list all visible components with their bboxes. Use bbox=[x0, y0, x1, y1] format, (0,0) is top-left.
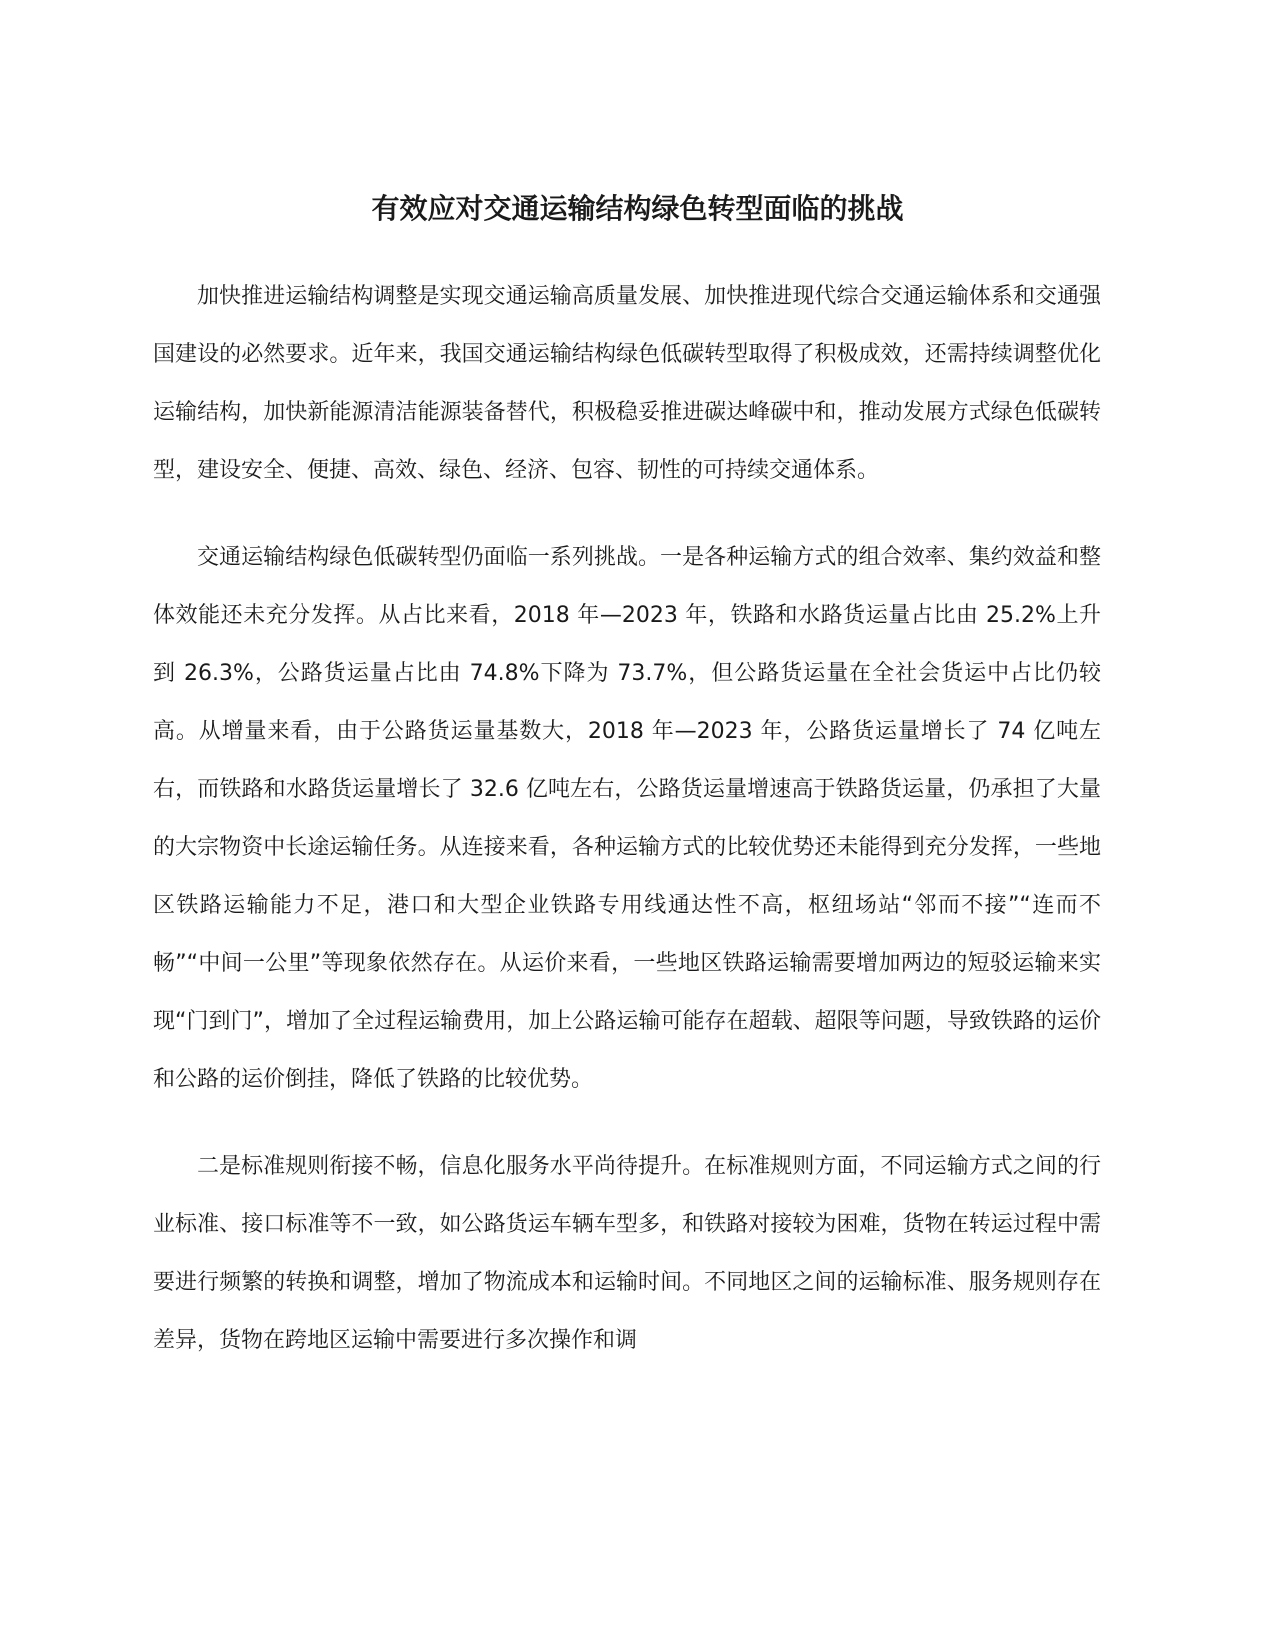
paragraph-2: 交通运输结构绿色低碳转型仍面临一系列挑战。一是各种运输方式的组合效率、集约效益和整体效能还未充分发挥。从占比来看，2018 年—2023 年，铁路和水路货运量占比由 25.2%上升到 26.3%，公路货运量占比由 74.8%下降为 73.7%，但公路货运量在全社会货运中占比仍较高。从增量来看，由于公路货运量基数大，2018 年—2023 年，公路货运量增长了 74 亿吨左右，而铁路和水路货运量增长了 32.6 亿吨左右，公路货运量增速高于铁路货运量，仍承担了大量的大宗物资中长途运输任务。从连接来看，各种运输方式的比较优势还未能得到充分发挥，一些地区铁路运输能力不足，港口和大型企业铁路专用线通达性不高，枢纽场站“邻而不接”“连而不畅”“中间一公里”等现象依然存在。从运价来看，一些地区铁路运输需要增加两边的短驳运输来实现“门到门”，增加了全过程运输费用，加上公路运输可能存在超载、超限等问题，导致铁路的运价和公路的运价倒挂，降低了铁路的比较优势。 bbox=[153, 545, 1101, 1092]
paragraph-1: 加快推进运输结构调整是实现交通运输高质量发展、加快推进现代综合交通运输体系和交通强国建设的必然要求。近年来，我国交通运输结构绿色低碳转型取得了积极成效，还需持续调整优化运输结构，加快新能源清洁能源装备替代，积极稳妥推进碳达峰碳中和，推动发展方式绿色低碳转型，建设安全、便捷、高效、绿色、经济、包容、韧性的可持续交通体系。 bbox=[153, 284, 1101, 483]
paragraph-3: 二是标准规则衔接不畅，信息化服务水平尚待提升。在标准规则方面，不同运输方式之间的行业标准、接口标准等不一致，如公路货运车辆车型多，和铁路对接较为困难，货物在转运过程中需要进行频繁的转换和调整，增加了物流成本和运输时间。不同地区之间的运输标准、服务规则存在差异，货物在跨地区运输中需要进行多次操作和调 bbox=[153, 1154, 1101, 1353]
document-body bbox=[153, 268, 1101, 1399]
document-title: 有效应对交通运输结构绿色转型面临的挑战 bbox=[371, 192, 904, 225]
